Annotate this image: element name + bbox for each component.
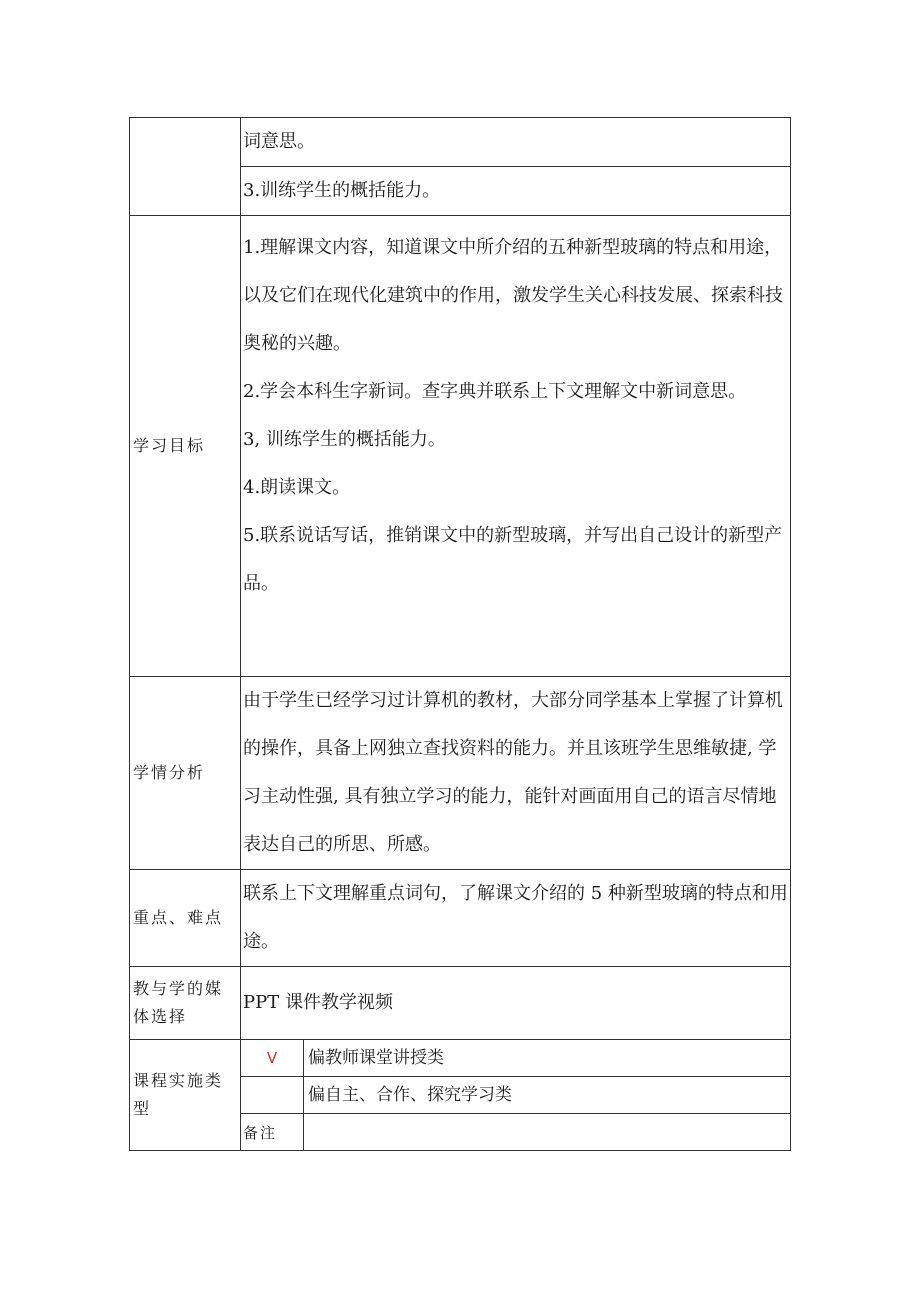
check-mark-empty bbox=[241, 1077, 304, 1114]
goal-item: 3, 训练学生的概括能力。 bbox=[243, 429, 446, 450]
key-points-label: 重点、难点 bbox=[130, 870, 241, 967]
learning-goals-label: 学习目标 bbox=[130, 216, 241, 677]
note-label: 备注 bbox=[241, 1114, 304, 1151]
continuation-row-1 bbox=[130, 118, 791, 167]
note-value bbox=[304, 1114, 791, 1151]
key-points-row bbox=[130, 870, 791, 967]
course-type-label: 课程实施类型 bbox=[130, 1040, 241, 1151]
course-type-row-1 bbox=[130, 1040, 791, 1077]
lesson-plan-table bbox=[129, 117, 791, 1151]
key-points-content: 联系上下文理解重点词句，了解课文介绍的 5 种新型玻璃的特点和用途。 bbox=[241, 870, 791, 967]
continuation-line-1: 词意思。 bbox=[241, 118, 791, 167]
student-analysis-row bbox=[130, 677, 791, 870]
media-row bbox=[130, 967, 791, 1040]
continuation-line-2: 3.训练学生的概括能力。 bbox=[241, 167, 791, 216]
course-type-option: 偏教师课堂讲授类 bbox=[304, 1040, 791, 1077]
goal-item: 2.学会本科生字新词。查字典并联系上下文理解文中新词意思。 bbox=[243, 381, 747, 402]
student-analysis-content: 由于学生已经学习过计算机的教材，大部分同学基本上掌握了计算机的操作，具备上网独立查找资料的能力。并且该班学生思维敏捷, 学习主动性强, 具有独立学习的能力，能针对画面用自己的语言尽情地表达自己的所思、所感。 bbox=[241, 677, 791, 870]
course-type-option: 偏自主、合作、探究学习类 bbox=[304, 1077, 791, 1114]
media-content: PPT 课件教学视频 bbox=[241, 967, 791, 1040]
goal-item: 5.联系说话写话，推销课文中的新型玻璃，并写出自己设计的新型产品。 bbox=[243, 525, 783, 594]
media-label: 教与学的媒体选择 bbox=[130, 967, 241, 1040]
learning-goals-content bbox=[241, 216, 791, 677]
check-mark: V bbox=[241, 1040, 304, 1077]
learning-goals-row bbox=[130, 216, 791, 677]
continuation-label bbox=[130, 118, 241, 216]
student-analysis-label: 学情分析 bbox=[130, 677, 241, 870]
goal-item: 1.理解课文内容，知道课文中所介绍的五种新型玻璃的特点和用途，以及它们在现代化建筑中的作用，激发学生关心科技发展、探索科技奥秘的兴趣。 bbox=[243, 237, 783, 354]
goal-item: 4.朗读课文。 bbox=[243, 477, 351, 498]
